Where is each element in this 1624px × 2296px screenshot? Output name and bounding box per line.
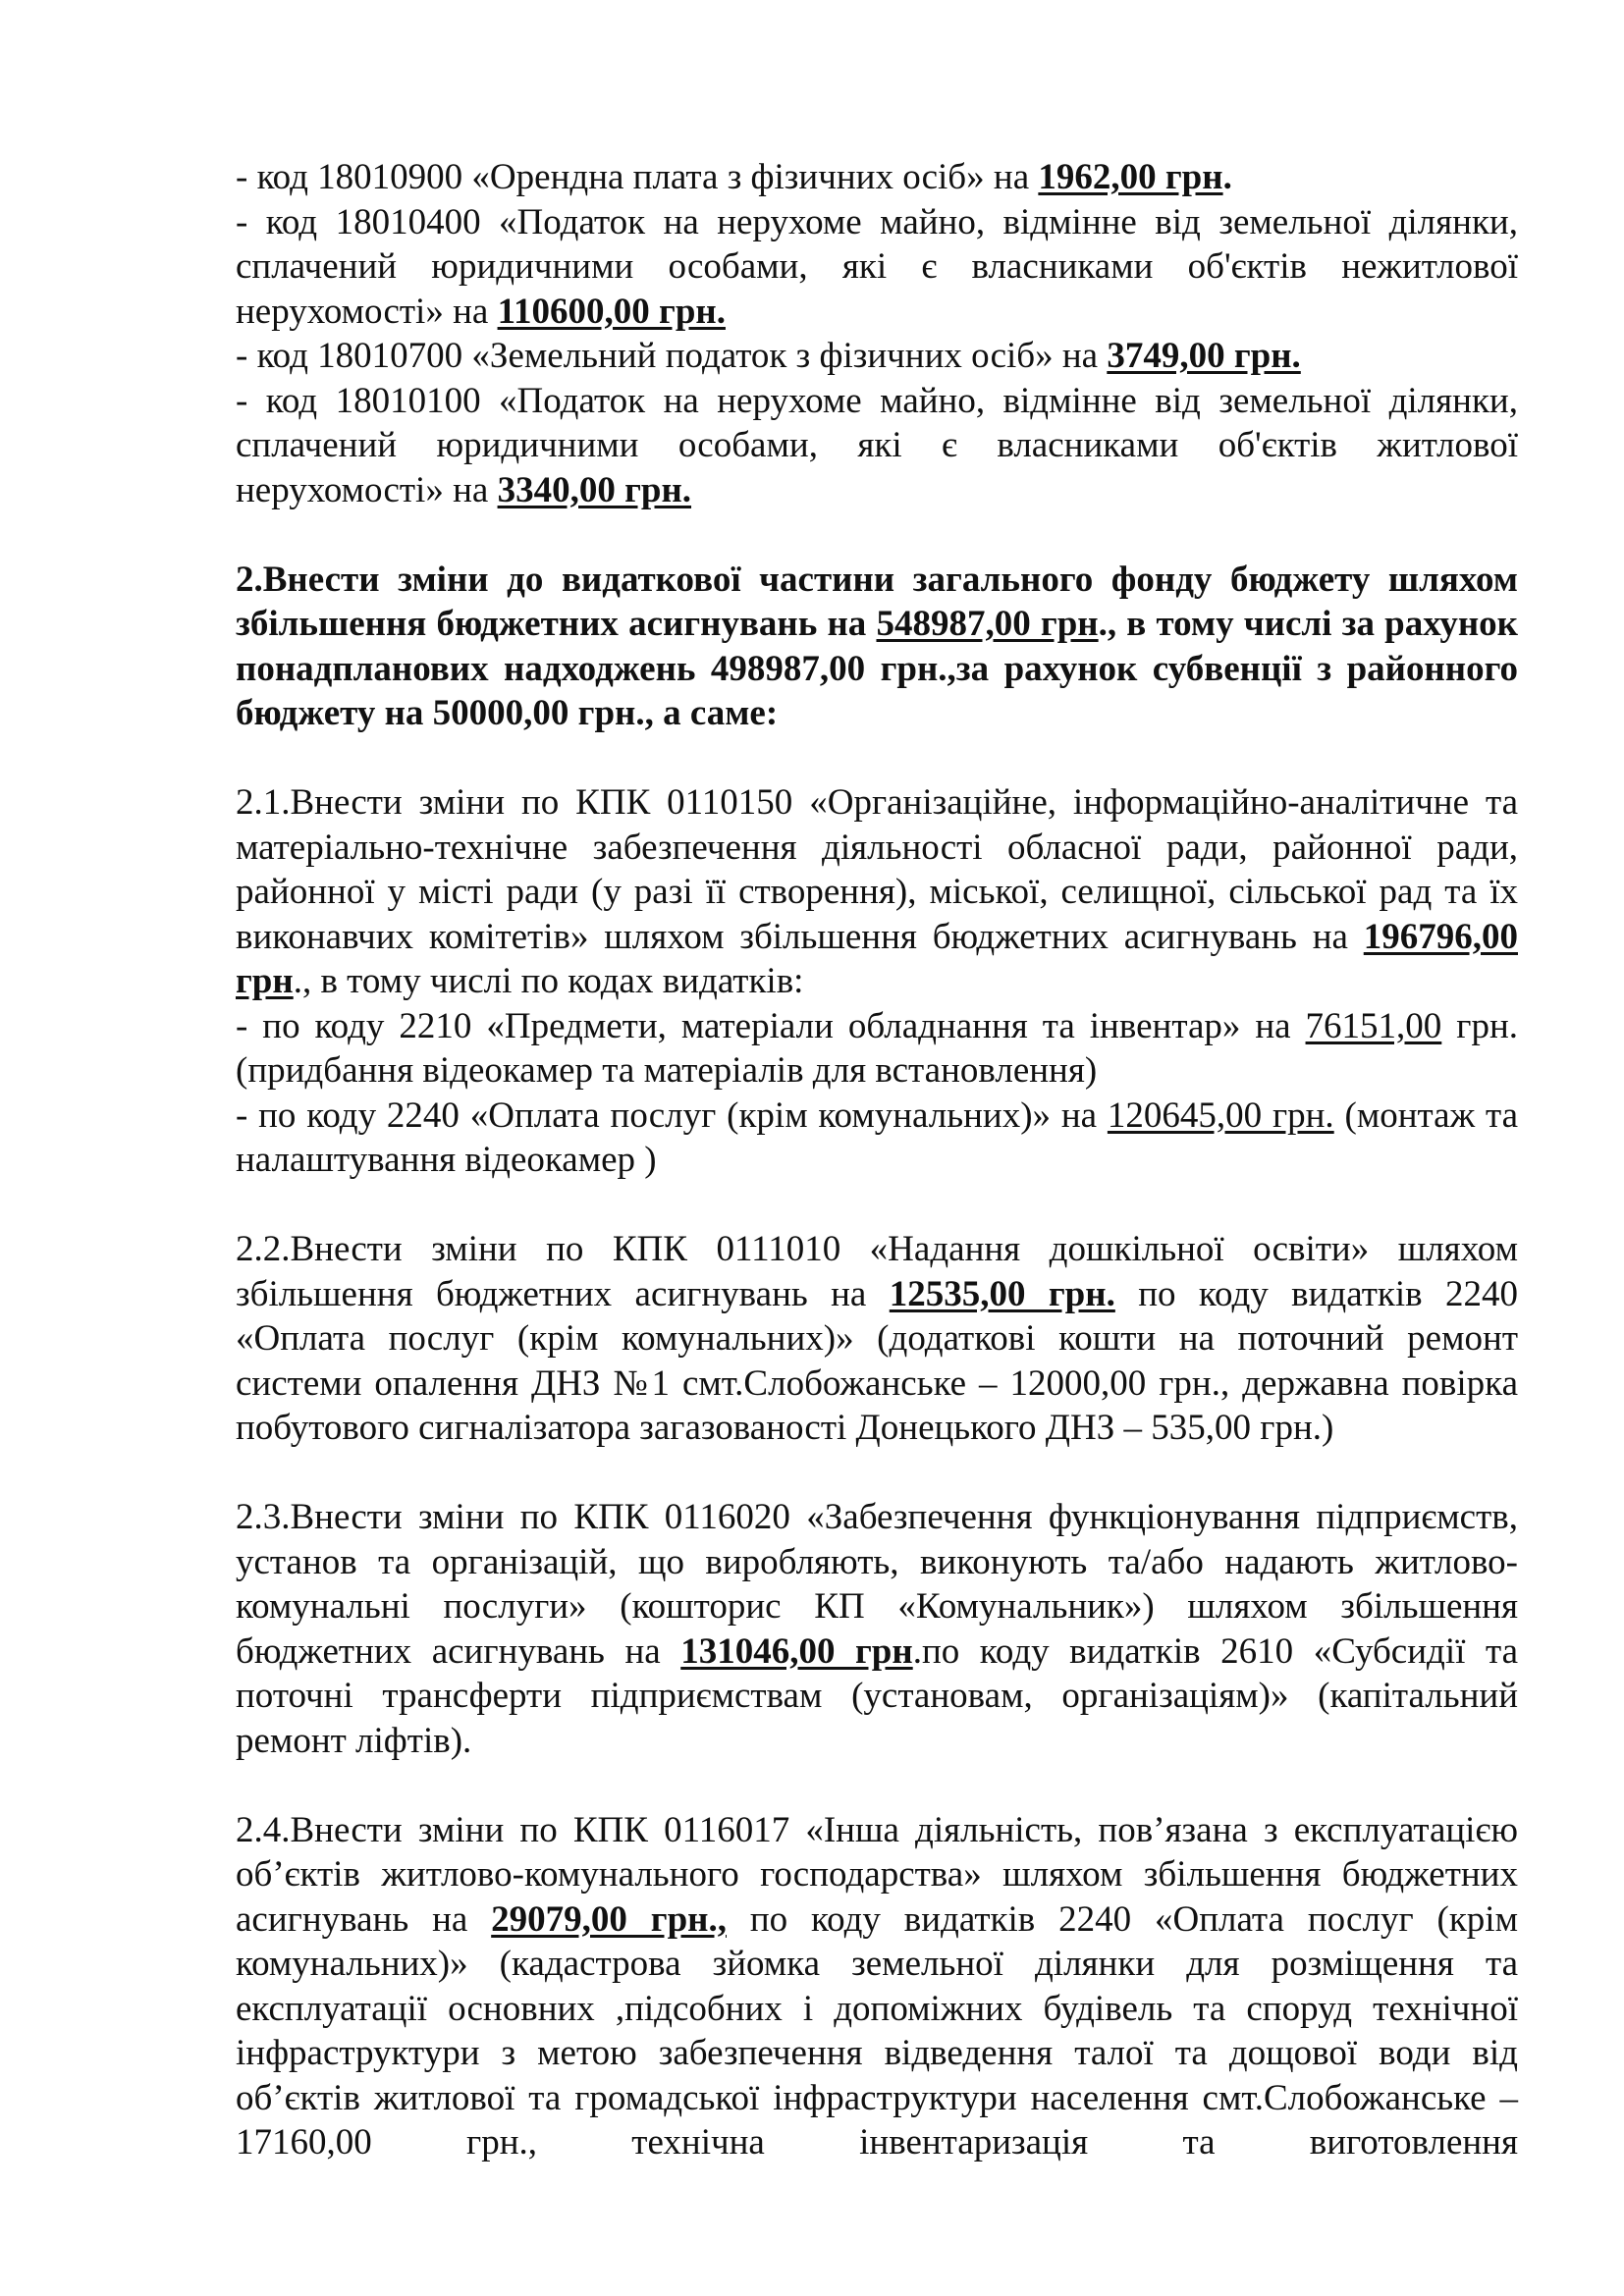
section-2-1-amount: 196796,00 грн bbox=[236, 916, 1518, 1001]
item-text: - по коду 2240 «Оплата послуг (крім комунальних)» на bbox=[236, 1095, 1108, 1136]
item-text: - код 18010400 «Податок на нерухоме майно, відмінне від земельної ділянки, сплачений юридичними особами, які є власниками об'єктів нежитлової нерухомості» на bbox=[236, 201, 1518, 332]
section-2-post: ., в тому числі за рахунок понадпланових надходжень 498987,00 грн.,за рахунок субвенції з районного бюджету на 50000,00 грн., а саме: bbox=[236, 604, 1518, 733]
section-2-4-text: 2.4.Внести зміни по КПК 0116017 «Інша діяльність, пов’язана з експлуатацією об’єктів житлово-комунального господарства» шляхом збільшення бюджетних асигнувань на bbox=[236, 1809, 1518, 1940]
section-2-3-post: .по коду видатків 2610 «Субсидії та поточні трансферти підприємствам (установам, організаціям)» (капітальний ремонт ліфтів). bbox=[236, 1630, 1518, 1761]
item-amount: 3749,00 грн. bbox=[1107, 336, 1301, 376]
document-page bbox=[236, 155, 1518, 2165]
spacer bbox=[236, 512, 1518, 558]
item-text: - код 18010900 «Орендна плата з фізичних осіб» на bbox=[236, 157, 1039, 197]
section-2-2 bbox=[236, 1227, 1518, 1451]
section-2-2-text: 2.2.Внести зміни по КПК 0111010 «Надання дошкільної освіти» шляхом збільшення бюджетних асигнувань на bbox=[236, 1229, 1518, 1314]
item-18010400 bbox=[236, 200, 1518, 335]
item-post: грн.(придбання відеокамер та матеріалів для встановлення) bbox=[236, 1005, 1518, 1091]
section-2-2-amount: 12535,00 грн. bbox=[889, 1273, 1115, 1314]
spacer bbox=[236, 1451, 1518, 1496]
item-text: - код 18010100 «Податок на нерухоме майно, відмінне від земельної ділянки, сплачений юридичними особами, які є власниками об'єктів житлової нерухомості» на bbox=[236, 380, 1518, 510]
spacer bbox=[236, 1763, 1518, 1808]
section-2-3-text: 2.3.Внести зміни по КПК 0116020 «Забезпечення функціонування підприємств, установ та організацій, що виробляють, виконують та/або надають житлово-комунальні послуги» (кошторис КП «Комунальник») шляхом збільшення бюджетних асигнувань на bbox=[236, 1497, 1518, 1672]
item-amount: 76151,00 bbox=[1305, 1005, 1442, 1046]
section-2-1-item-2210 bbox=[236, 1004, 1518, 1094]
section-2-2-post: по коду видатків 2240 «Оплата послуг (крім комунальних)» (додаткові кошти на поточний ремонт системи опалення ДНЗ №1 смт.Слобожанське – 12000,00 грн., державна повірка побутового сигналізатора загазованості Донецького ДНЗ – 535,00 грн.) bbox=[236, 1273, 1518, 1448]
section-2-3 bbox=[236, 1495, 1518, 1763]
section-2-4 bbox=[236, 1808, 1518, 2165]
item-18010900 bbox=[236, 155, 1518, 200]
section-2-1-text: 2.1.Внести зміни по КПК 0110150 «Організаційне, інформаційно-аналітичне та матеріально-технічне забезпечення діяльності обласної ради, районної ради, районної у місті ради (у разі її створення), міської, селищної, сільської рад та їх виконавчих комітетів» шляхом збільшення бюджетних асигнувань на bbox=[236, 782, 1518, 957]
item-amount: 1962,00 грн bbox=[1038, 157, 1223, 197]
item-18010700 bbox=[236, 334, 1518, 379]
section-2-1-post: ., в тому числі по кодах видатків: bbox=[293, 961, 804, 1001]
section-2-heading bbox=[236, 558, 1518, 736]
section-2-4-post: по коду видатків 2240 «Оплата послуг (крім комунальних)» (кадастрова зйомка земельної ділянки для розміщення та експлуатації основних ,підсобних і допоміжних будівель та споруд технічної інфраструктури з метою забезпечення відведення талої та дощової води від об’єктів житлової та громадської інфраструктури населення смт.Слобожанське – 17160,00 грн., технічна інвентаризація та виготовлення bbox=[236, 1898, 1518, 2163]
spacer bbox=[236, 1183, 1518, 1228]
item-amount: 120645,00 грн. bbox=[1107, 1095, 1334, 1136]
spacer bbox=[236, 736, 1518, 781]
item-text: - по коду 2210 «Предмети, матеріали обладнання та інвентар» на bbox=[236, 1005, 1306, 1046]
section-2-4-amount: 29079,00 грн., bbox=[491, 1898, 727, 1940]
section-2-1 bbox=[236, 780, 1518, 1004]
section-2-text: 2.Внести зміни до видаткової частини загального фонду бюджету шляхом збільшення бюджетних асигнувань на bbox=[236, 559, 1518, 644]
item-text: - код 18010700 «Земельний податок з фізичних осіб» на bbox=[236, 336, 1108, 376]
item-amount: 3340,00 грн. bbox=[497, 469, 692, 510]
section-2-3-amount: 131046,00 грн bbox=[680, 1630, 913, 1672]
item-amount: 110600,00 грн. bbox=[497, 291, 726, 332]
item-post: (монтаж та налаштування відеокамер ) bbox=[236, 1095, 1518, 1180]
section-2-1-item-2240 bbox=[236, 1094, 1518, 1183]
section-2-amount: 548987,00 грн bbox=[876, 604, 1099, 644]
item-post: . bbox=[1222, 157, 1232, 197]
item-18010100 bbox=[236, 379, 1518, 513]
